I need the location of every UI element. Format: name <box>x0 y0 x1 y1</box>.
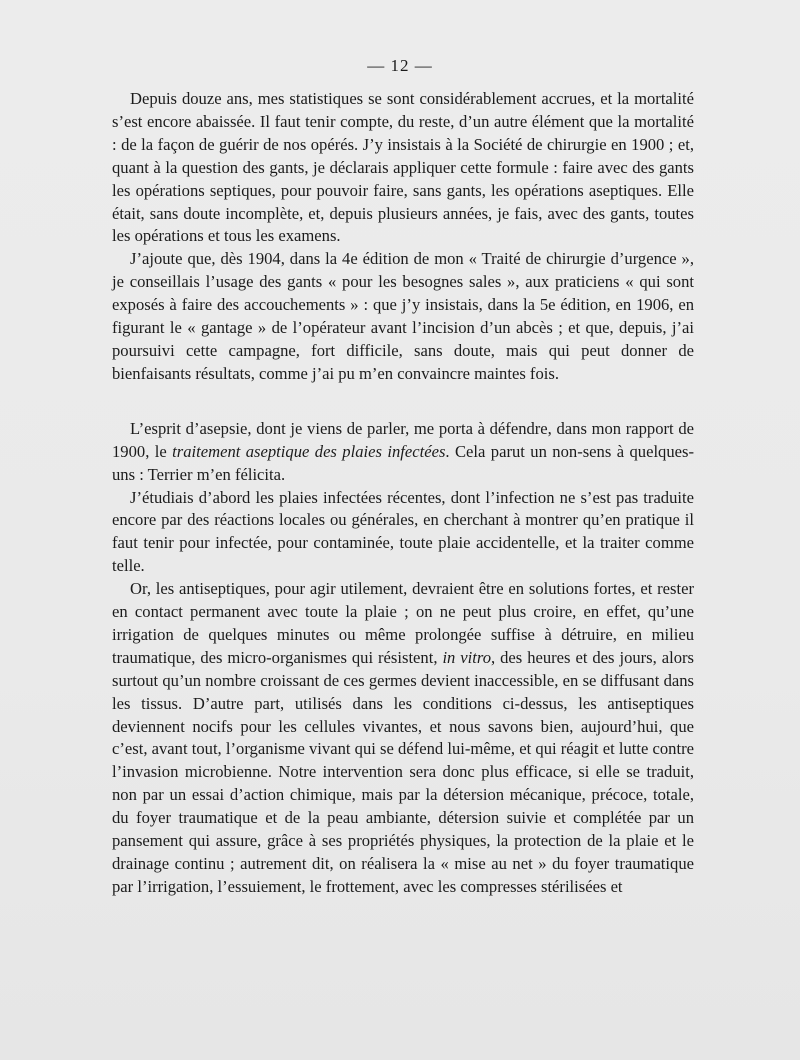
section-gap <box>112 386 694 418</box>
paragraph-recent-wounds: J’étudiais d’abord les plaies infectées récentes, dont l’infection ne s’est pas traduite encore par des réactions locales ou générales, en cherchant à montrer qu’en pratique il faut tenir pour infectée, pour contaminée, toute plaie accidentelle, et la traiter comme telle. <box>112 487 694 576</box>
page-number: — 12 — <box>367 56 433 75</box>
paragraph-statistics: Depuis douze ans, mes statistiques se sont considérablement accrues, et la mortalité s’est encore abaissée. Il faut tenir compte, du reste, d’un autre élément que la mortalité : de la façon de guérir de nos opérés. J’y insistais à la Société de chirurgie en 1900 ; et, quant à la question des gants, je déclarais appliquer cette formule : faire avec des gants les opérations septiques, pour pouvoir faire, sans gants, les opérations aseptiques. Elle était, sans doute incomplète, et, depuis plusieurs années, je fais, avec des gants, toutes les opérations et tous les examens. <box>112 89 694 246</box>
italic-term: in vitro <box>442 647 492 667</box>
paragraph-text: L’esprit d’asepsie, dont je viens de parler, me porta à défendre, dans mon rapport de 1900, le <box>112 418 694 461</box>
paragraph-gloves-campaign: J’ajoute que, dès 1904, dans la 4e édition de mon « Traité de chirurgie d’urgence », je conseillais l’usage des gants « pour les besognes sales », aux praticiens « qui sont exposés à faire des accouchements » : que j’y insistais, dans la 5e édition, en 1906, en figurant le « gantage » de l’opérateur avant l’incision d’un abcès ; et que, depuis, j’ai poursuivi cette campagne, fort difficile, sans doute, mais qui peut donner de bienfaisants résultats, comme j’ai pu m’en convaincre maintes fois. <box>112 249 694 383</box>
paragraph-text: , des heures et des jours, alors surtout qu’un nombre croissant de ces germes devient inaccessible, en se diffusant dans les tissus. D’autre part, utilisés dans les conditions ci-dessus, les antiseptiques deviennent nocifs pour les cellules vivantes, et nous savons bien, aujourd’hui, que c’est, avant tout, l’organisme vivant qui se défend lui-même, et qui réagit et lutte contre l’invasion microbienne. Notre intervention sera donc plus efficace, si elle se traduit, non par un essai d’action chimique, mais par la détersion mécanique, précoce, totale, du foyer traumatique et de la peau ambiante, détersion suivie et complétée par un pansement qui assure, grâce à ses propriétés physiques, la protection de la plaie et le drainage continu ; autrement dit, on réalisera la « mise au net » du foyer traumatique par l’irrigation, l’essuiement, le frottement, avec les compresses stérilisées et <box>112 647 694 896</box>
paragraph-antiseptics <box>112 578 694 899</box>
paragraph-text: . Cela parut un non-sens à quelques-uns : Terrier m’en félicita. <box>112 441 694 484</box>
paragraph-text: Or, les antiseptiques, pour agir utilement, devraient être en solutions fortes, et rester en contact permanent avec toute la plaie ; on ne peut plus croire, en effet, qu’une irrigation de quelques minutes ou même prolongée suffise à détruire, en milieu traumatique, des micro-organismes qui résistent, <box>112 579 694 667</box>
italic-title: traitement aseptique des plaies infectées <box>172 441 446 461</box>
body-text <box>112 88 694 899</box>
paragraph-aseptic-treatment <box>112 418 694 487</box>
